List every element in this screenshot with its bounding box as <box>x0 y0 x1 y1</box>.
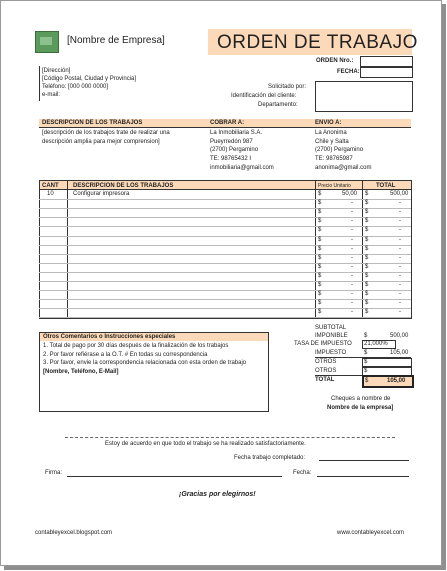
comments-header: Otros Comentarios o Instrucciones especiales <box>43 334 176 340</box>
total-currency: $ <box>365 300 369 306</box>
total-currency: $ <box>365 291 369 297</box>
other-currency-2: $ <box>364 368 368 374</box>
table-row <box>39 236 411 237</box>
unit-currency: $ <box>318 227 322 233</box>
total-dash: - <box>399 255 401 261</box>
cheques-payee: Nombre de la empresa] <box>327 405 394 411</box>
row-description: Configurar impresora <box>73 191 130 197</box>
total-currency: $ <box>365 273 369 279</box>
col-total-header: TOTAL <box>376 183 396 189</box>
comment-line: 1. Total de pago por 30 días después de la finalización de los trabajos <box>43 343 229 349</box>
table-row <box>39 217 411 218</box>
cheques-label: Cheques a nombre de <box>331 396 391 402</box>
total-dash: - <box>399 200 401 206</box>
order-number-label: ORDEN Nro.: <box>316 58 354 64</box>
total-dash: - <box>399 300 401 306</box>
client-id-label: Identificación del cliente: <box>231 93 297 99</box>
ship-to-line: Chile y Salta <box>315 139 349 145</box>
col-description-header: DESCRIPCION DE LOS TRABAJOS <box>73 183 174 189</box>
description-text: [descripción de los trabajos trate de realizar una <box>42 130 170 136</box>
col-unit-price-header: Precio Unitario <box>318 183 351 189</box>
page-title: ORDEN DE TRABAJO <box>217 32 418 53</box>
footer-right-link[interactable]: www.contableyexcel.com <box>337 530 405 536</box>
completed-date-label: Fecha trabajo completado: <box>234 455 306 461</box>
requested-by-label: Solicitado por: <box>268 84 307 90</box>
taxable-label: IMPONIBLE <box>315 333 348 339</box>
department-label: Departamento: <box>258 102 298 108</box>
total-value: 105,00 <box>387 378 406 384</box>
table-row <box>39 308 411 309</box>
table-row <box>39 272 411 273</box>
total-dash: - <box>399 309 401 315</box>
description-text: descripción amplia para mejor comprension] <box>42 139 160 145</box>
total-currency: $ <box>365 227 369 233</box>
unit-currency: $ <box>318 309 322 315</box>
unit-currency: $ <box>318 264 322 270</box>
signature-label: Firma: <box>45 470 62 476</box>
unit-dash: - <box>351 200 353 206</box>
table-row <box>39 226 411 227</box>
ship-to-line: anonima@gmail.com <box>315 165 372 171</box>
tax-label: IMPUESTO <box>315 350 347 356</box>
unit-dash: - <box>351 209 353 215</box>
total-currency: $ <box>365 237 369 243</box>
date-sign-line[interactable] <box>317 476 409 477</box>
unit-currency: $ <box>318 291 322 297</box>
ship-to-line: La Anonima <box>315 130 347 136</box>
date-label: FECHA: <box>337 69 360 75</box>
total-dash: - <box>399 291 401 297</box>
description-header: DESCRIPCION DE LOS TRABAJOS <box>42 120 143 126</box>
agreement-text: Estoy de acuerdo en que todo el trabajo se ha realizado satisfactoriamente. <box>105 441 306 447</box>
comment-line: [Nombre, Teléfono, E-Mail] <box>43 369 119 375</box>
row-total: 500,00 <box>390 191 409 197</box>
total-label: TOTAL <box>315 377 335 383</box>
unit-dash: - <box>351 300 353 306</box>
total-currency: $ <box>365 246 369 252</box>
table-row <box>39 199 411 200</box>
total-dash: - <box>399 218 401 224</box>
address-line: e-mail: <box>42 92 61 98</box>
tax-rate-value: 21,000% <box>364 341 388 347</box>
ship-to-line: (2700) Pergamino <box>315 147 364 153</box>
unit-dash: - <box>351 237 353 243</box>
total-currency: $ <box>365 264 369 270</box>
address-line: Teléfono: [000 000 0000] <box>42 84 109 90</box>
total-dash: - <box>399 273 401 279</box>
other-label-2: OTROS <box>315 368 337 374</box>
completed-date-line[interactable] <box>319 460 409 461</box>
row-qty: 10 <box>47 191 54 197</box>
unit-currency: $ <box>318 200 322 206</box>
address-line: [Código Postal, Ciudad y Provincia] <box>42 76 137 82</box>
total-dash: - <box>399 237 401 243</box>
tax-currency: $ <box>364 350 368 356</box>
table-row <box>39 281 411 282</box>
date-sign-label: Fecha: <box>293 470 312 476</box>
unit-currency: $ <box>318 282 322 288</box>
total-dash: - <box>399 282 401 288</box>
address-line: [Dirección] <box>42 68 71 74</box>
unit-currency: $ <box>318 300 322 306</box>
total-currency: $ <box>365 255 369 261</box>
company-name: [Nombre de Empresa] <box>67 35 165 46</box>
table-row <box>39 254 411 255</box>
unit-currency: $ <box>318 246 322 252</box>
table-row <box>39 208 411 209</box>
unit-currency: $ <box>318 191 322 197</box>
unit-currency: $ <box>318 218 322 224</box>
comment-line: 2. Por favor refiérase a la O.T. # En todas su correspondencia <box>43 352 208 358</box>
row-unit-price: 50,00 <box>342 191 358 197</box>
unit-dash: - <box>351 273 353 279</box>
unit-dash: - <box>351 246 353 252</box>
col-qty-header: CANT <box>42 183 59 189</box>
table-row <box>39 263 411 264</box>
unit-currency: $ <box>318 273 322 279</box>
total-dash: - <box>399 246 401 252</box>
company-logo <box>35 31 59 53</box>
other-currency: $ <box>364 359 368 365</box>
unit-currency: $ <box>318 237 322 243</box>
table-row <box>39 317 411 318</box>
unit-dash: - <box>351 264 353 270</box>
unit-currency: $ <box>318 255 322 261</box>
order-number-field[interactable] <box>360 56 413 67</box>
other-label: OTROS <box>315 359 337 365</box>
total-currency: $ <box>365 378 369 384</box>
total-currency: $ <box>365 209 369 215</box>
other-field[interactable] <box>362 358 412 367</box>
total-currency: $ <box>365 282 369 288</box>
subtotal-label: SUBTOTAL <box>315 325 347 331</box>
table-row <box>39 299 411 300</box>
unit-dash: - <box>351 227 353 233</box>
total-currency: $ <box>365 309 369 315</box>
footer-left-link[interactable]: contableyexcel.blogspot.com <box>35 530 113 536</box>
taxable-currency: $ <box>364 333 368 339</box>
bill-to-line: inmobiliaria@gmail.com <box>210 165 274 171</box>
thanks-message: ¡Gracias por elegirnos! <box>179 491 256 498</box>
total-dash: - <box>399 227 401 233</box>
unit-dash: - <box>351 218 353 224</box>
bill-to-header: COBRAR A: <box>210 120 245 126</box>
unit-currency: $ <box>318 209 322 215</box>
bill-to-line: (2700) Pergamino <box>210 147 259 153</box>
tax-rate-label: TASA DE IMPUESTO <box>294 341 352 347</box>
ship-to-line: TE: 98765987 <box>315 156 353 162</box>
dashed-separator <box>65 437 395 438</box>
total-currency: $ <box>365 218 369 224</box>
unit-dash: - <box>351 291 353 297</box>
tax-value: 105,00 <box>390 350 409 356</box>
total-dash: - <box>399 264 401 270</box>
ship-to-header: ENVIO A: <box>315 120 342 126</box>
date-field[interactable] <box>360 67 413 78</box>
bill-to-line: Pueyrredón 987 <box>210 139 253 145</box>
comment-line: 3. Por favor, envie la correspondencia relacionada con esta orden de trabajo <box>43 360 247 366</box>
table-row <box>39 290 411 291</box>
total-currency: $ <box>365 200 369 206</box>
unit-dash: - <box>351 309 353 315</box>
signature-line[interactable] <box>67 476 282 477</box>
total-currency: $ <box>365 191 369 197</box>
unit-dash: - <box>351 255 353 261</box>
taxable-value: 500,00 <box>390 333 409 339</box>
table-row <box>39 245 411 246</box>
bill-to-line: TE: 98765432 I <box>210 156 252 162</box>
total-dash: - <box>399 209 401 215</box>
requester-field[interactable] <box>315 81 413 112</box>
bill-to-line: La Inmobiliaria S.A. <box>210 130 263 136</box>
unit-dash: - <box>351 282 353 288</box>
